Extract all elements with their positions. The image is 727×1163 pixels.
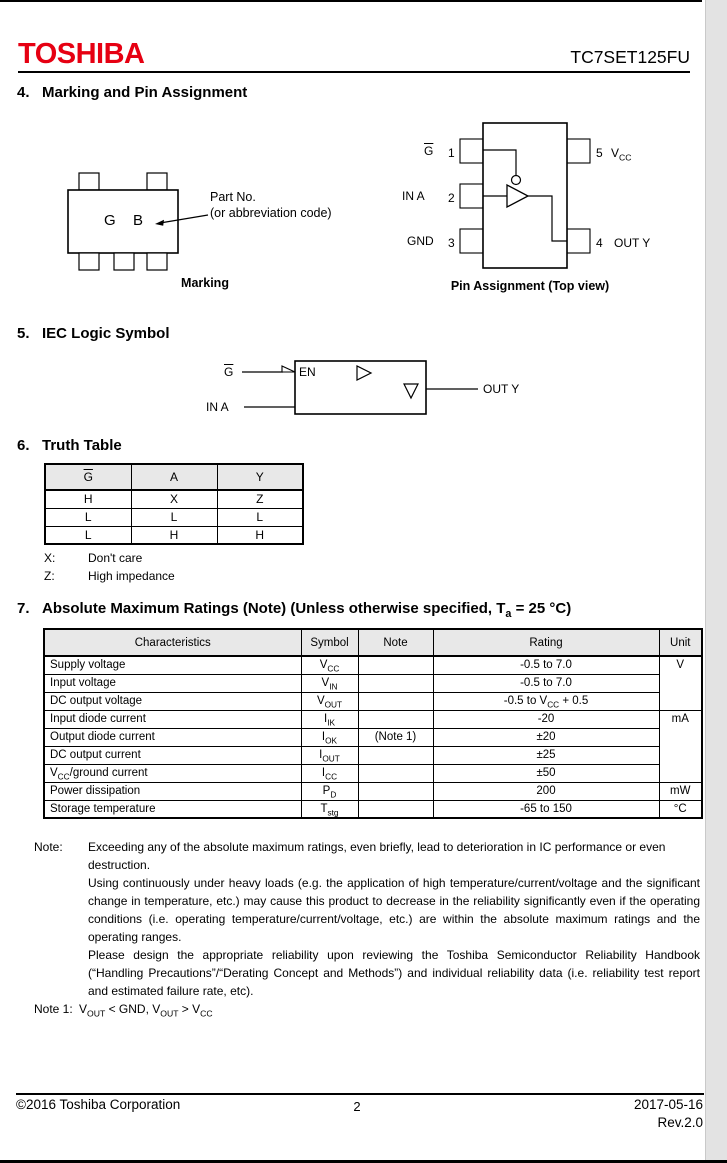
legend-meaning: High impedance [88, 569, 175, 583]
pin-assignment-caption: Pin Assignment (Top view) [450, 279, 610, 293]
toshiba-logo: TOSHIBA [18, 38, 145, 70]
table-cell: °C [659, 800, 702, 818]
pin-label-vcc: $V_{CC}$ [611, 146, 632, 163]
truth-legend-x [44, 551, 143, 565]
table-cell: H [131, 526, 217, 544]
header-rule [18, 71, 690, 73]
table-cell [358, 674, 433, 692]
iec-label-in-a: IN A [206, 400, 229, 414]
pin-number-2: 2 [448, 191, 455, 205]
truth-header-a: A [131, 464, 217, 490]
note-paragraph [34, 946, 700, 1000]
pin-label-gnd: GND [407, 234, 434, 248]
package-pin [147, 253, 167, 270]
footer-rule [16, 1093, 704, 1095]
table-cell: mA [659, 710, 702, 782]
table-cell: Input voltage [44, 674, 301, 692]
page-right-edge [705, 0, 727, 1163]
table-cell: L [217, 508, 303, 526]
note-text: Please design the appropriate reliability upon reviewing the Toshiba Semiconductor Reliability Handbook (“Handling Precautions”/“Derating Concept and Methods”) and individual reliability data (i.e. reliability test report and estimated failure rate, etc). [88, 948, 700, 998]
table-cell: $I_{CC}$ [301, 764, 358, 782]
table-cell: $P_D$ [301, 782, 358, 800]
truth-table-row [45, 526, 303, 544]
iec-symbol-drawing [200, 350, 510, 425]
truth-header-y: Y [217, 464, 303, 490]
pin-label-in-a: IN A [402, 189, 425, 203]
note-paragraph [34, 874, 700, 946]
table-cell: -0.5 to 7.0 [433, 656, 659, 674]
table-cell [358, 764, 433, 782]
note-label: Note 1: [34, 1002, 73, 1016]
truth-table-row [45, 490, 303, 508]
legend-meaning: Don't care [88, 551, 143, 565]
table-cell: $I_{OUT}$ [301, 746, 358, 764]
table-cell: -65 to 150 [433, 800, 659, 818]
table-cell [358, 800, 433, 818]
marking-caption: Marking [181, 276, 229, 290]
truth-table-row [45, 508, 303, 526]
pin-number-5: 5 [596, 146, 603, 160]
table-cell [358, 782, 433, 800]
table-cell: DC output current [44, 746, 301, 764]
section-number: 6. [17, 437, 30, 454]
amr-header-symbol: Symbol [301, 629, 358, 656]
table-cell [358, 746, 433, 764]
table-cell: Output diode current [44, 728, 301, 746]
table-cell: $I_{IK}$ [301, 710, 358, 728]
note-paragraph [34, 838, 700, 874]
table-cell: Z [217, 490, 303, 508]
footer-copyright: ©2016 Toshiba Corporation [16, 1097, 181, 1112]
section-4-heading [17, 84, 247, 101]
table-cell: H [45, 490, 131, 508]
legend-symbol: X: [44, 551, 56, 565]
iec-label-g: $\overline{G}$ [224, 365, 234, 379]
page-top-edge [0, 0, 702, 2]
table-cell [358, 710, 433, 728]
footer-page-number: 2 [353, 1099, 361, 1114]
iec-label-out-y: OUT Y [483, 382, 520, 396]
amr-table-row [44, 800, 702, 818]
note-text: Using continuously under heavy loads (e.g. the application of high temperature/current/voltage and the significant change in temperature, etc.) may cause this product to decrease in the reliability significantly even if the operating conditions (i.e. operating temperature/current/voltage, etc.) are within the absolute maximum ratings and the operating ranges. [88, 876, 700, 944]
pin-2-pad [460, 184, 483, 208]
section-title: Absolute Maximum Ratings (Note) (Unless otherwise specified, $T_a = 25$ °C) [42, 600, 572, 620]
note-text: Exceeding any of the absolute maximum ratings, even briefly, lead to deterioration in IC performance or even destruction. [88, 840, 666, 872]
part-no-annotation [210, 189, 332, 221]
amr-header-row [44, 629, 702, 656]
pin-3-pad [460, 229, 483, 253]
legend-symbol: Z: [44, 569, 55, 583]
package-pin [79, 253, 99, 270]
section-title: IEC Logic Symbol [42, 325, 170, 342]
section-number: 5. [17, 325, 30, 342]
pin-4-pad [567, 229, 590, 253]
section-number: 7. [17, 600, 30, 617]
footer-revision: Rev.2.0 [657, 1115, 703, 1130]
truth-table-header-row [45, 464, 303, 490]
table-cell: $V_{IN}$ [301, 674, 358, 692]
iec-label-en: EN [299, 365, 316, 379]
table-cell [358, 656, 433, 674]
table-cell: (Note 1) [358, 728, 433, 746]
pin-number-3: 3 [448, 236, 455, 250]
pin-assignment-drawing [395, 115, 700, 277]
table-cell: Input diode current [44, 710, 301, 728]
table-cell: -20 [433, 710, 659, 728]
table-cell: $I_{OK}$ [301, 728, 358, 746]
table-cell: ±25 [433, 746, 659, 764]
part-number-title: TC7SET125FU [570, 47, 690, 67]
amr-table-body [44, 656, 702, 818]
note-text: $V_{OUT}$ < GND, $V_{OUT} > V_{CC}$ [79, 1002, 213, 1019]
table-cell: V [659, 656, 702, 710]
table-cell: $V_{CC}$ [301, 656, 358, 674]
section-title: Marking and Pin Assignment [42, 84, 248, 101]
package-pin [79, 173, 99, 190]
table-cell: $V_{CC}$/ground current [44, 764, 301, 782]
amr-table-row [44, 746, 702, 764]
amr-table-row [44, 656, 702, 674]
pin-number-4: 4 [596, 236, 603, 250]
notes-list [34, 838, 700, 1018]
section-number: 4. [17, 84, 30, 101]
annotation-line: (or abbreviation code) [210, 206, 332, 220]
amr-table-row [44, 710, 702, 728]
section-5-heading [17, 325, 170, 342]
table-cell: ±50 [433, 764, 659, 782]
table-cell: H [217, 526, 303, 544]
table-cell: -0.5 to $V_{CC} + 0.5$ [433, 692, 659, 710]
truth-legend-z [44, 569, 175, 583]
package-pin [114, 253, 134, 270]
amr-header-unit: Unit [659, 629, 702, 656]
table-cell: $T_{stg}$ [301, 800, 358, 818]
pin-5-pad [567, 139, 590, 163]
pin-label-g: $\overline{G}$ [424, 144, 434, 158]
truth-table [44, 463, 304, 545]
table-cell: X [131, 490, 217, 508]
note-label: Note: [34, 840, 63, 854]
annotation-line: Part No. [210, 190, 256, 204]
pin-assignment-diagram [395, 115, 700, 297]
table-cell [358, 692, 433, 710]
note-paragraph [34, 1000, 700, 1018]
package-pin [147, 173, 167, 190]
table-cell: Storage temperature [44, 800, 301, 818]
iec-logic-symbol [200, 350, 520, 425]
amr-table-row [44, 782, 702, 800]
truth-table-body [45, 490, 303, 544]
section-7-heading [17, 600, 572, 620]
truth-header-g: $\overline{G}$ [45, 464, 131, 490]
footer-date: 2017-05-16 [633, 1097, 703, 1112]
table-cell: mW [659, 782, 702, 800]
table-cell: ±20 [433, 728, 659, 746]
amr-header-rating: Rating [433, 629, 659, 656]
table-cell: -0.5 to 7.0 [433, 674, 659, 692]
pin-number-1: 1 [448, 146, 455, 160]
active-low-wedge [282, 366, 295, 372]
amr-table-row [44, 728, 702, 746]
table-cell: 200 [433, 782, 659, 800]
absolute-maximum-ratings-table [43, 628, 703, 819]
table-cell: DC output voltage [44, 692, 301, 710]
inverter-bubble [512, 176, 521, 185]
table-cell: Power dissipation [44, 782, 301, 800]
table-cell: L [45, 526, 131, 544]
section-title: Truth Table [42, 437, 122, 454]
amr-header-characteristics: Characteristics [44, 629, 301, 656]
pin-1-pad [460, 139, 483, 163]
table-cell: L [45, 508, 131, 526]
table-cell: Supply voltage [44, 656, 301, 674]
pin-label-out-y: OUT Y [614, 236, 651, 250]
amr-table-row [44, 692, 702, 710]
marking-diagram [60, 165, 405, 290]
amr-table-row [44, 764, 702, 782]
table-cell: L [131, 508, 217, 526]
amr-header-note: Note [358, 629, 433, 656]
table-cell: $V_{OUT}$ [301, 692, 358, 710]
section-6-heading [17, 437, 122, 454]
chip-marking-label: G B [103, 212, 146, 229]
amr-table-row [44, 674, 702, 692]
